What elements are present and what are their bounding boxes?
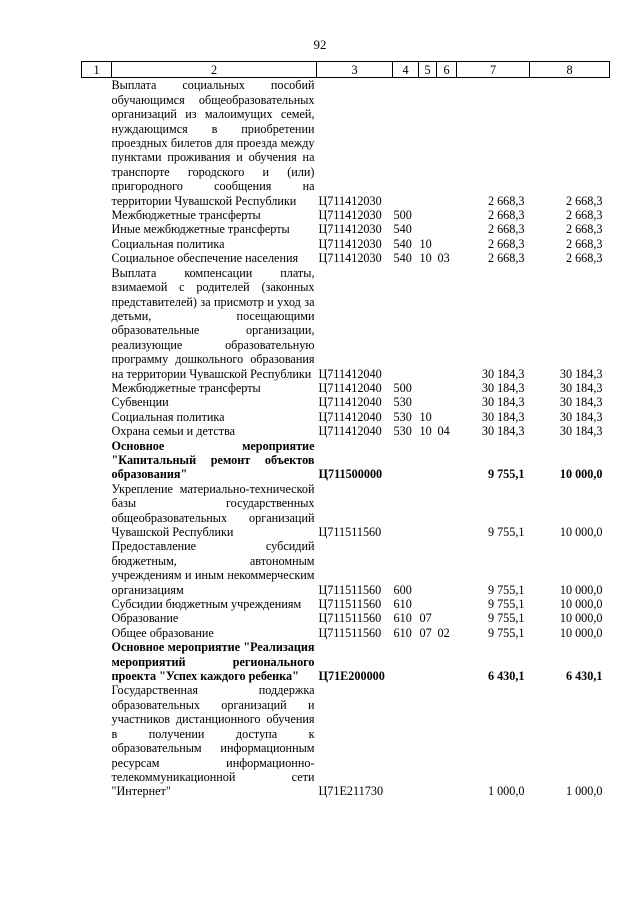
row-name: Укрепление материально-технической базы государственных общеобразовательных организаций Чувашской Республики [111, 481, 315, 539]
amount-col8: 2 668,3 [565, 193, 603, 208]
expense-type: 540 [393, 222, 412, 237]
section [419, 208, 437, 222]
table-row [82, 439, 610, 482]
amount-col7: 9 755,1 [487, 467, 525, 482]
amount-col8: 30 184,3 [559, 380, 603, 395]
row-name: Выплата социальных пособий обучающимся общеобразовательных организаций из малоимущих семей, нуждающимся в приобретении проездных билетов для проезда между пунктами проживания и обучения на транспорте городского и (или) пригородного сообщения на территории Чувашской Республики [111, 78, 315, 208]
target-code: Ц711412030 [318, 236, 382, 251]
column-header: 3 [317, 62, 393, 78]
section [419, 381, 437, 395]
column-header: 6 [437, 62, 457, 78]
empty-cell [82, 611, 112, 625]
expense-type [393, 266, 419, 381]
expense-type: 600 [393, 582, 412, 597]
table-row [82, 482, 610, 540]
empty-cell [82, 395, 112, 409]
subsection [437, 237, 457, 251]
table-row [82, 395, 610, 409]
row-name: Субсидии бюджетным учреждениям [111, 597, 302, 612]
amount-col8: 6 430,1 [565, 669, 603, 684]
target-code: Ц711412040 [318, 424, 382, 439]
expense-type: 530 [393, 424, 412, 439]
target-code: Ц711412030 [318, 251, 382, 266]
column-header: 5 [419, 62, 437, 78]
subsection [437, 597, 457, 611]
subsection [437, 410, 457, 424]
target-code: Ц711412040 [318, 409, 382, 424]
amount-col7: 2 668,3 [487, 236, 525, 251]
target-code: Ц711511560 [318, 611, 382, 626]
row-name: Государственная поддержка образовательных организаций и участников дистанционного обучения в получении доступа к образовательным информационным ресурсам информационно-телекоммуникационной сети "Интернет" [111, 683, 315, 799]
target-code: Ц711511560 [318, 582, 382, 597]
row-name: Основное мероприятие "Реализация мероприятий регионального проекта "Успех каждого ребенка" [111, 640, 315, 684]
target-code: Ц711500000 [318, 467, 383, 482]
expense-type: 500 [393, 208, 412, 223]
amount-col8: 30 184,3 [559, 366, 603, 381]
column-header: 2 [112, 62, 317, 78]
expense-type [393, 640, 419, 683]
column-header: 8 [530, 62, 610, 78]
amount-col7: 30 184,3 [481, 424, 525, 439]
row-name: Межбюджетные трансферты [111, 208, 261, 223]
column-header: 7 [457, 62, 530, 78]
amount-col7: 30 184,3 [481, 409, 525, 424]
target-code: Ц711412030 [318, 222, 382, 237]
subsection [437, 683, 457, 798]
section [419, 539, 437, 597]
table-row [82, 640, 610, 683]
row-name: Предоставление субсидий бюджетным, автономным учреждениям и иным некоммерческим организациям [111, 539, 315, 597]
empty-cell [82, 78, 112, 208]
table-row [82, 539, 610, 597]
expense-type: 540 [393, 236, 412, 251]
amount-col7: 1 000,0 [487, 784, 525, 799]
target-code: Ц711412040 [318, 366, 382, 381]
target-code: Ц711412040 [318, 395, 382, 410]
row-name: Субвенции [111, 395, 169, 410]
subsection: 02 [437, 625, 450, 640]
amount-col8: 10 000,0 [559, 597, 603, 612]
empty-cell [82, 482, 112, 540]
empty-cell [82, 266, 112, 381]
amount-col7: 2 668,3 [487, 251, 525, 266]
empty-cell [82, 381, 112, 395]
row-name: Основное мероприятие "Капитальный ремонт объектов образования" [111, 438, 315, 482]
target-code: Ц711412030 [318, 193, 382, 208]
section: 10 [419, 251, 432, 266]
empty-cell [82, 237, 112, 251]
row-name: Межбюджетные трансферты [111, 380, 261, 395]
empty-cell [82, 597, 112, 611]
empty-cell [82, 208, 112, 222]
section: 07 [419, 625, 432, 640]
amount-col8: 10 000,0 [559, 467, 603, 482]
amount-col7: 9 755,1 [487, 582, 525, 597]
row-name: Иные межбюджетные трансферты [111, 222, 290, 237]
subsection [437, 266, 457, 381]
target-code: Ц711412030 [318, 208, 382, 223]
amount-col8: 10 000,0 [559, 625, 603, 640]
amount-col7: 30 184,3 [481, 366, 525, 381]
section [419, 640, 437, 683]
expense-type [393, 78, 419, 208]
table-row [82, 381, 610, 395]
section [419, 222, 437, 236]
table-row [82, 424, 610, 438]
table-header-row [82, 62, 610, 78]
row-name: Социальная политика [111, 409, 225, 424]
empty-cell [82, 626, 112, 640]
table-row [82, 208, 610, 222]
subsection [437, 78, 457, 208]
section: 10 [419, 409, 432, 424]
amount-col8: 10 000,0 [559, 582, 603, 597]
amount-col7: 9 755,1 [487, 625, 525, 640]
expense-type: 530 [393, 409, 412, 424]
empty-cell [82, 640, 112, 683]
budget-table [81, 61, 610, 799]
amount-col7: 30 184,3 [481, 395, 525, 410]
table-row [82, 78, 610, 208]
table-row [82, 251, 610, 265]
subsection [437, 482, 457, 540]
amount-col8: 2 668,3 [565, 222, 603, 237]
expense-type: 610 [393, 611, 412, 626]
table-body [82, 78, 610, 799]
amount-col8: 10 000,0 [559, 611, 603, 626]
row-name: Образование [111, 611, 179, 626]
expense-type [393, 482, 419, 540]
expense-type: 610 [393, 597, 412, 612]
expense-type: 500 [393, 380, 412, 395]
section [419, 482, 437, 540]
table-row [82, 237, 610, 251]
section [419, 78, 437, 208]
subsection [437, 611, 457, 625]
row-name: Выплата компенсации платы, взимаемой с родителей (законных представителей) за присмотр и уход за детьми, посещающими образовательные организации, реализующие образовательную программу дошкольного образования на территории Чувашской Республики [111, 265, 315, 381]
table-row [82, 266, 610, 381]
amount-col8: 10 000,0 [559, 525, 603, 539]
amount-col8: 2 668,3 [565, 251, 603, 266]
amount-col8: 2 668,3 [565, 208, 603, 223]
subsection: 03 [437, 251, 450, 266]
target-code: Ц711511560 [318, 625, 382, 640]
amount-col8: 30 184,3 [559, 409, 603, 424]
expense-type: 540 [393, 251, 412, 266]
section [419, 439, 437, 482]
section [419, 395, 437, 409]
column-header: 1 [82, 62, 112, 78]
section [419, 266, 437, 381]
amount-col7: 30 184,3 [481, 380, 525, 395]
subsection [437, 539, 457, 597]
page-number: 92 [313, 37, 327, 52]
amount-col7: 6 430,1 [487, 669, 525, 684]
subsection [437, 439, 457, 482]
subsection [437, 381, 457, 395]
subsection [437, 222, 457, 236]
section: 07 [419, 611, 432, 626]
subsection [437, 640, 457, 683]
amount-col7: 9 755,1 [487, 611, 525, 626]
table-row [82, 626, 610, 640]
subsection: 04 [437, 424, 450, 439]
target-code: Ц711511560 [318, 525, 382, 539]
table-row [82, 222, 610, 236]
table-row [82, 683, 610, 798]
amount-col7: 2 668,3 [487, 222, 525, 237]
row-name: Социальное обеспечение населения [111, 251, 299, 266]
row-name: Охрана семьи и детства [111, 424, 236, 439]
section [419, 597, 437, 611]
expense-type: 610 [393, 625, 412, 640]
subsection [437, 208, 457, 222]
table-row [82, 410, 610, 424]
amount-col7: 9 755,1 [487, 525, 525, 539]
expense-type: 530 [393, 395, 412, 410]
empty-cell [82, 539, 112, 597]
empty-cell [82, 424, 112, 438]
target-code: Ц71Е200000 [318, 669, 385, 684]
target-code: Ц71Е211730 [318, 784, 384, 799]
empty-cell [82, 222, 112, 236]
empty-cell [82, 251, 112, 265]
target-code: Ц711412040 [318, 380, 382, 395]
amount-col7: 9 755,1 [487, 597, 525, 612]
amount-col8: 2 668,3 [565, 236, 603, 251]
amount-col8: 30 184,3 [559, 424, 603, 439]
empty-cell [82, 410, 112, 424]
table-row [82, 611, 610, 625]
table-row [82, 597, 610, 611]
empty-cell [82, 683, 112, 798]
column-header: 4 [393, 62, 419, 78]
subsection [437, 395, 457, 409]
amount-col7: 2 668,3 [487, 193, 525, 208]
section: 10 [419, 424, 432, 439]
section: 10 [419, 236, 432, 251]
row-name: Социальная политика [111, 236, 225, 251]
target-code: Ц711511560 [318, 597, 382, 612]
amount-col8: 1 000,0 [565, 784, 603, 799]
expense-type [393, 439, 419, 482]
section [419, 683, 437, 798]
row-name: Общее образование [111, 625, 214, 640]
empty-cell [82, 439, 112, 482]
expense-type [393, 683, 419, 798]
amount-col7: 2 668,3 [487, 208, 525, 223]
amount-col8: 30 184,3 [559, 395, 603, 410]
